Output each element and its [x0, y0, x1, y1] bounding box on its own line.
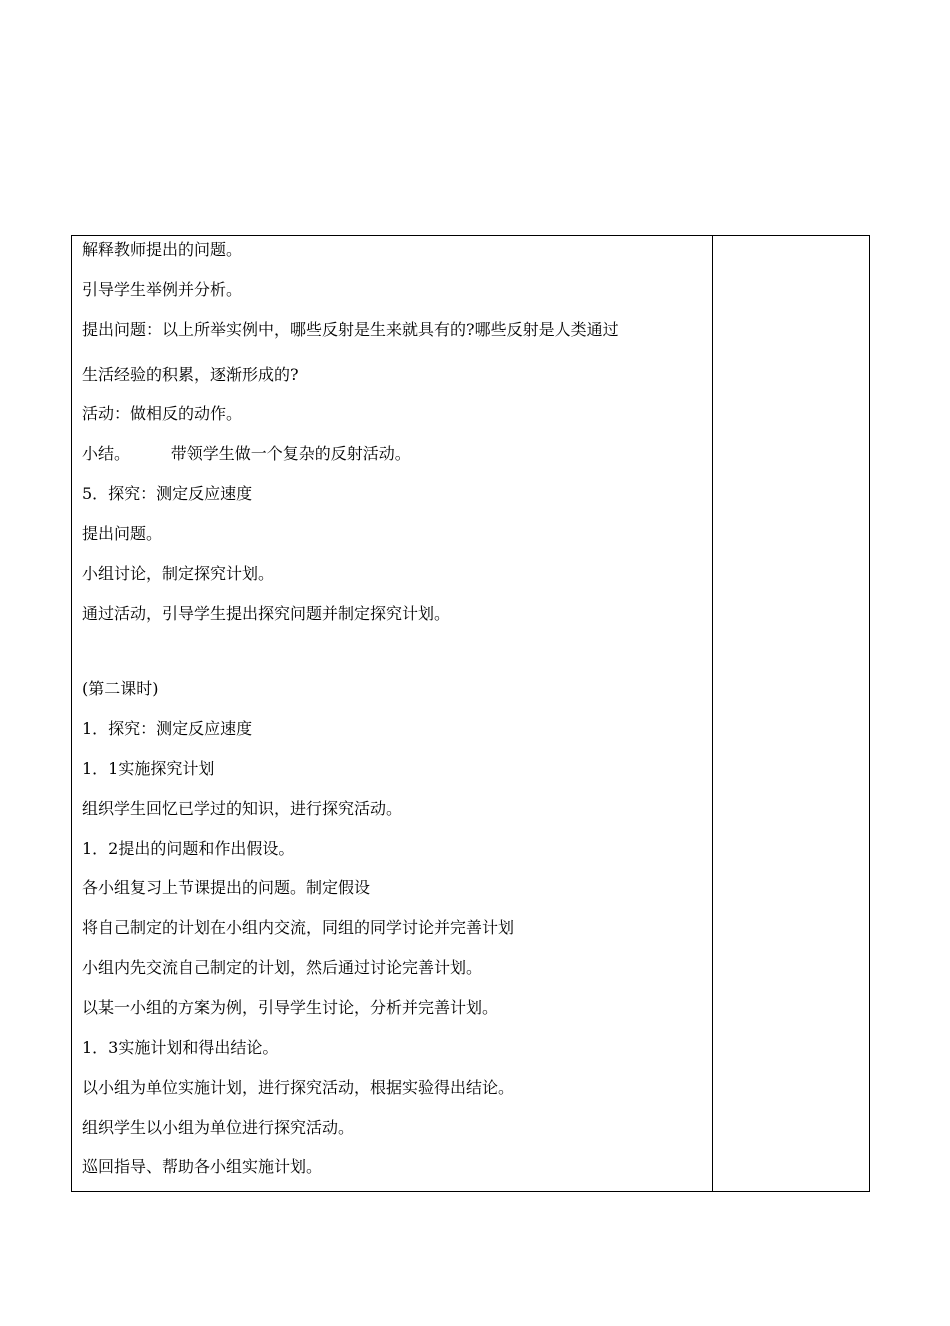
text-line: 组织学生回忆已学过的知识，进行探究活动。	[82, 799, 403, 818]
text-line: 解释教师提出的问题。	[82, 240, 243, 259]
notes-cell	[713, 236, 869, 1191]
text-line: 活动：做相反的动作。	[82, 404, 243, 423]
text-line: 1．3实施计划和得出结论。	[82, 1038, 279, 1057]
text-line: 提出问题。	[82, 524, 163, 543]
lesson-plan-table	[71, 235, 870, 1192]
text-line: (第二课时)	[82, 679, 159, 698]
text-line: 小组内先交流自己制定的计划，然后通过讨论完善计划。	[82, 958, 483, 977]
text-line: 将自己制定的计划在小组内交流，同组的同学讨论并完善计划	[82, 918, 515, 937]
text-line: 5．探究：测定反应速度	[82, 484, 253, 503]
text-line: 1．探究：测定反应速度	[82, 719, 253, 738]
text-line: 1．1实施探究计划	[82, 759, 215, 778]
content-cell	[72, 236, 712, 1191]
text-line: 小结。 带领学生做一个复杂的反射活动。	[82, 444, 411, 463]
text-line: 引导学生举例并分析。	[82, 280, 243, 299]
text-line: 通过活动，引导学生提出探究问题并制定探究计划。	[82, 604, 451, 623]
text-line: 小组讨论，制定探究计划。	[82, 564, 275, 583]
text-line: 1．2提出的问题和作出假设。	[82, 839, 295, 858]
text-line: 以某一小组的方案为例，引导学生讨论，分析并完善计划。	[82, 998, 499, 1017]
text-line: 组织学生以小组为单位进行探究活动。	[82, 1118, 355, 1137]
text-line: 以小组为单位实施计划，进行探究活动，根据实验得出结论。	[82, 1078, 515, 1097]
text-line: 提出问题：以上所举实例中，哪些反射是生来就具有的?哪些反射是人类通过	[82, 320, 619, 339]
text-line: 各小组复习上节课提出的问题。制定假设	[82, 878, 371, 897]
text-line: 巡回指导、帮助各小组实施计划。	[82, 1157, 323, 1176]
text-line: 生活经验的积累，逐渐形成的?	[82, 365, 299, 384]
